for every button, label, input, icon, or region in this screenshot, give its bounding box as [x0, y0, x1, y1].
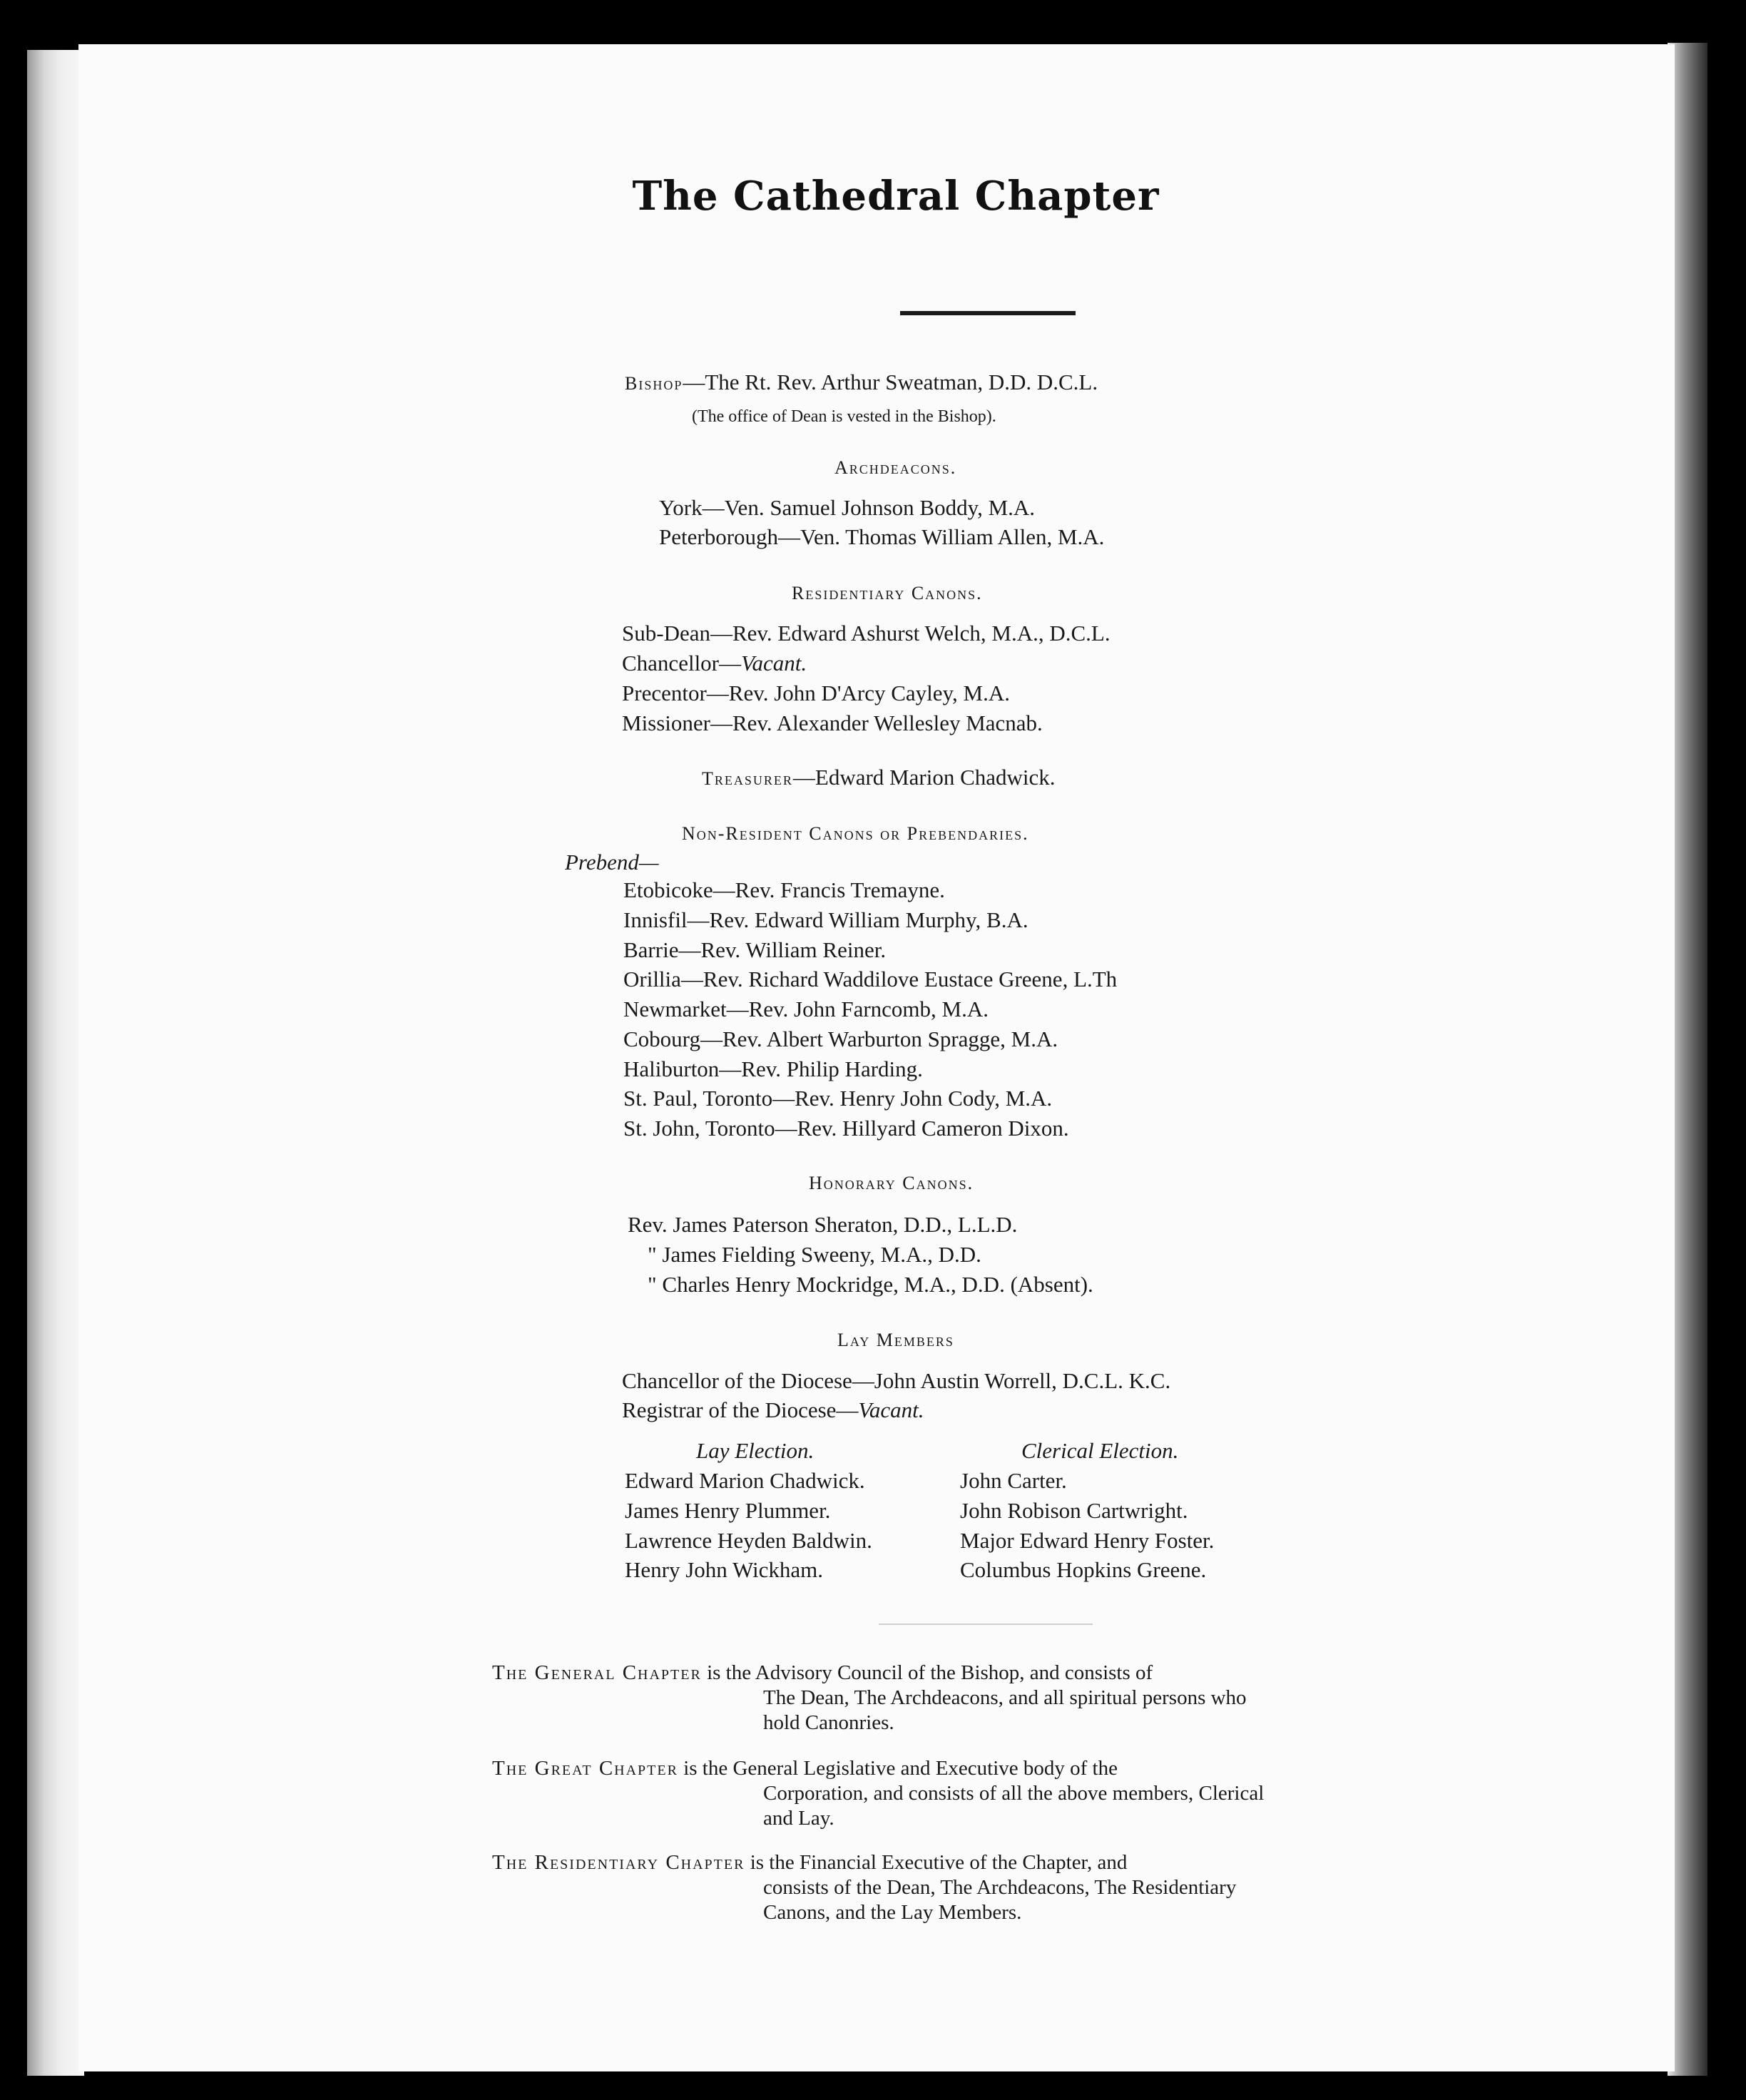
definition-line: consists of the Dean, The Archdeacons, The Residentiary — [763, 1876, 1237, 1899]
section-divider — [879, 1624, 1093, 1625]
archdeacon-york: York—Ven. Samuel Johnson Boddy, M.A. — [659, 495, 1036, 520]
honorary-sheraton: Rev. James Paterson Sheraton, D.D., L.L.D. — [628, 1212, 1018, 1237]
treasurer-line — [702, 763, 1056, 793]
definition-line: The Dean, The Archdeacons, and all spiritual persons who — [763, 1686, 1247, 1709]
residentiary-chancellor — [622, 649, 807, 678]
definition-lead: The General Chapter — [492, 1661, 702, 1684]
lay-election-item: Lawrence Heyden Baldwin. — [625, 1528, 872, 1553]
honorary-heading: Honorary Canons. — [809, 1173, 974, 1193]
prebend-st-paul: St. Paul, Toronto—Rev. Henry John Cody, M.A. — [623, 1086, 1053, 1111]
residentiary-precentor: Precentor—Rev. John D'Arcy Cayley, M.A. — [622, 681, 1010, 705]
residentiary-missioner: Missioner—Rev. Alexander Wellesley Macnab. — [622, 710, 1043, 735]
definition-line: is the Financial Executive of the Chapter, and — [745, 1851, 1128, 1874]
definition-line: Corporation, and consists of all the above members, Clerical — [763, 1782, 1265, 1805]
honorary-sweeny: " James Fielding Sweeny, M.A., D.D. — [648, 1242, 981, 1267]
bishop-line — [625, 368, 1098, 398]
prebend-haliburton: Haliburton—Rev. Philip Harding. — [623, 1056, 923, 1081]
clerical-election-item: John Robison Cartwright. — [960, 1498, 1188, 1523]
lay-election-item: Edward Marion Chadwick. — [625, 1468, 865, 1493]
definition-lead: The Residentiary Chapter — [492, 1851, 745, 1874]
lay-members-heading: Lay Members — [837, 1330, 954, 1350]
bishop-label: Bishop — [625, 373, 683, 394]
archdeacons-heading: Archdeacons. — [834, 457, 957, 478]
residentiary-subdean: Sub-Dean—Rev. Edward Ashurst Welch, M.A., D.C.L. — [622, 621, 1111, 646]
prebend-orillia: Orillia—Rev. Richard Waddilove Eustace Greene, L.Th — [623, 967, 1118, 992]
clerical-election-item: John Carter. — [960, 1468, 1067, 1493]
chancellor-vacant: Vacant. — [741, 651, 807, 676]
definition-line: and Lay. — [763, 1807, 834, 1830]
lay-election-heading: Lay Election. — [696, 1438, 815, 1463]
definition-residentiary-chapter — [492, 1850, 1236, 1925]
page-title: The Cathedral Chapter — [632, 173, 1160, 220]
title-rule — [900, 311, 1076, 315]
chancellor-prefix: Chancellor— — [622, 651, 742, 676]
bishop-text: —The Rt. Rev. Arthur Sweatman, D.D. D.C.L. — [683, 369, 1098, 394]
definition-line: Canons, and the Lay Members. — [763, 1901, 1022, 1924]
registrar-vacant: Vacant. — [858, 1397, 924, 1422]
treasurer-label: Treasurer — [702, 768, 793, 789]
definition-great-chapter — [492, 1756, 1264, 1831]
prebend-st-john: St. John, Toronto—Rev. Hillyard Cameron Dixon. — [623, 1116, 1069, 1141]
definition-line: is the Advisory Council of the Bishop, and consists of — [701, 1661, 1153, 1684]
prebend-barrie: Barrie—Rev. William Reiner. — [623, 937, 887, 962]
definition-line: hold Canonries. — [763, 1711, 894, 1734]
bishop-note: (The office of Dean is vested in the Bishop). — [692, 407, 996, 426]
clerical-election-item: Columbus Hopkins Greene. — [960, 1557, 1207, 1582]
definition-general-chapter — [492, 1661, 1247, 1735]
residentiary-heading: Residentiary Canons. — [792, 583, 983, 603]
lay-election-item: James Henry Plummer. — [625, 1498, 831, 1523]
lay-chancellor: Chancellor of the Diocese—John Austin Worrell, D.C.L. K.C. — [622, 1368, 1171, 1393]
prebend-newmarket: Newmarket—Rev. John Farncomb, M.A. — [623, 997, 989, 1021]
clerical-election-heading: Clerical Election. — [1021, 1438, 1179, 1463]
scan-binding-edge — [27, 50, 84, 2076]
definition-line: is the General Legislative and Executive body of the — [678, 1757, 1118, 1780]
lay-election-item: Henry John Wickham. — [625, 1557, 823, 1582]
prebend-label: Prebend— — [565, 850, 659, 875]
lay-registrar — [622, 1396, 924, 1424]
prebendaries-heading: Non-Resident Canons or Prebendaries. — [682, 823, 1029, 844]
definition-lead: The Great Chapter — [492, 1757, 678, 1780]
document-page — [78, 44, 1675, 2071]
clerical-election-item: Major Edward Henry Foster. — [960, 1528, 1215, 1553]
registrar-prefix: Registrar of the Diocese— — [622, 1397, 859, 1422]
prebend-etobicoke: Etobicoke—Rev. Francis Tremayne. — [623, 877, 945, 902]
treasurer-text: —Edward Marion Chadwick. — [792, 765, 1056, 790]
archdeacon-peterborough: Peterborough—Ven. Thomas William Allen, M.A. — [659, 524, 1105, 549]
honorary-mockridge: " Charles Henry Mockridge, M.A., D.D. (Absent). — [648, 1272, 1093, 1297]
prebend-innisfil: Innisfil—Rev. Edward William Murphy, B.A. — [623, 907, 1028, 932]
prebend-cobourg: Cobourg—Rev. Albert Warburton Spragge, M.A. — [623, 1026, 1058, 1051]
